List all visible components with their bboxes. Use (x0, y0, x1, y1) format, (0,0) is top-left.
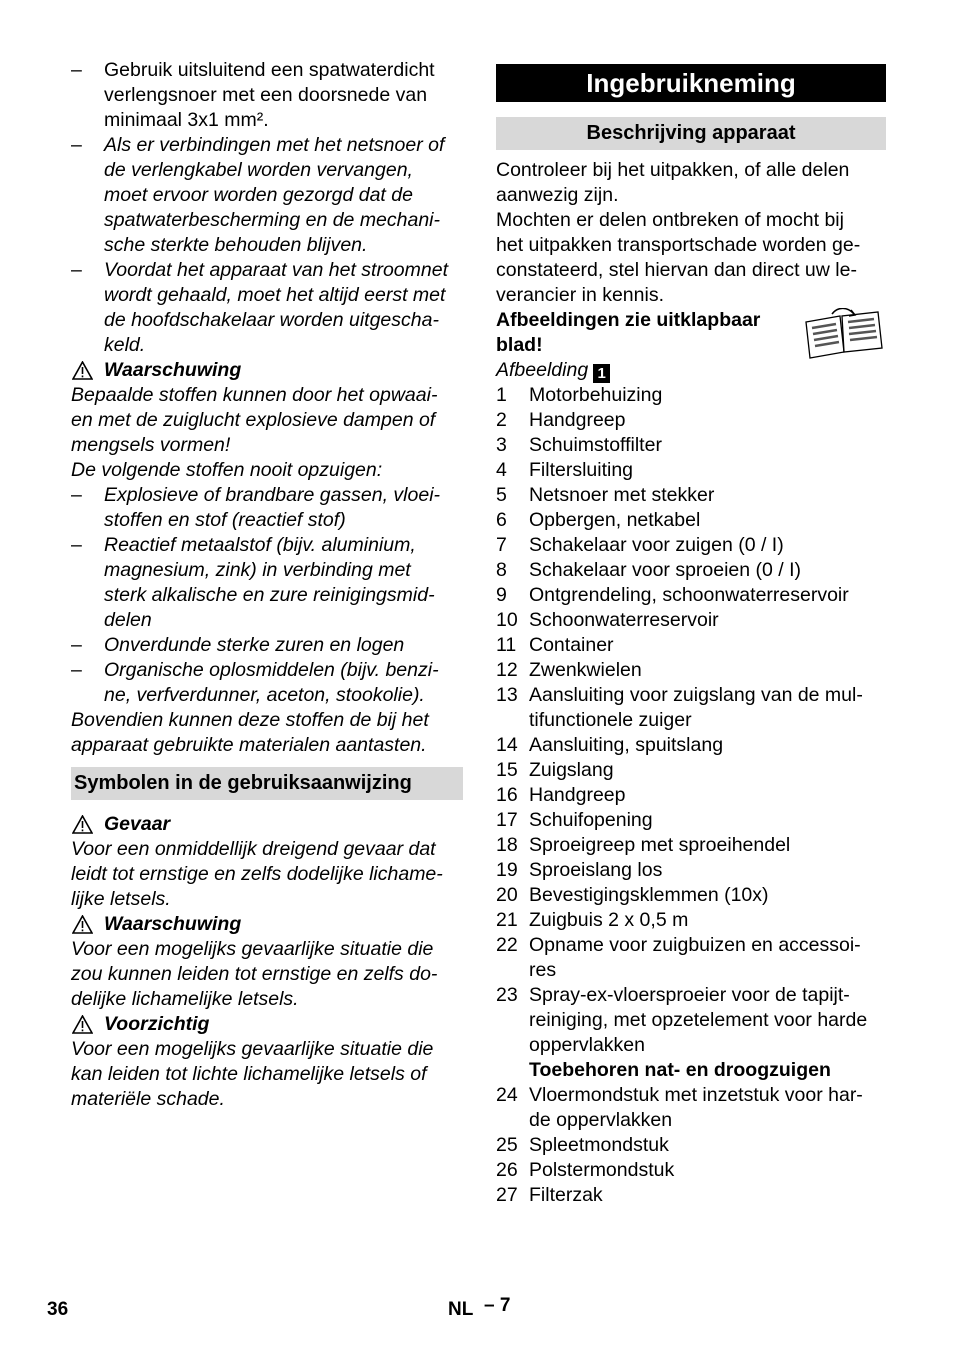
part-item (496, 833, 886, 858)
part-number: 11 (496, 634, 517, 656)
warning-line: De volgende stoffen nooit opzuigen: (71, 459, 383, 481)
list-item-line: stoffen en stof (reactief stof) (104, 509, 346, 531)
part-label-line: Handgreep (529, 409, 626, 431)
part-item (496, 483, 886, 508)
list-item-line: moet ervoor worden gezorgd dat de (104, 184, 413, 206)
warning-triangle-icon (72, 815, 93, 834)
list-item-line: de hoofdschakelaar worden uitgescha- (104, 309, 439, 331)
figures-note-line: Afbeeldingen zie uitklapbaar (496, 309, 761, 331)
language-code: NL (448, 1299, 474, 1320)
closing-line: Bovendien kunnen deze stoffen de bij het (71, 709, 429, 731)
symbol-title: Gevaar (104, 813, 171, 835)
list-item (71, 258, 463, 358)
part-number: 9 (496, 584, 507, 606)
part-label-line: Container (529, 634, 614, 656)
part-item (496, 583, 886, 608)
part-number: 19 (496, 859, 518, 881)
part-label-line: Schakelaar voor sproeien (0 / I) (529, 559, 802, 581)
part-item (496, 1133, 886, 1158)
warning-heading (71, 358, 463, 383)
part-label-line: Sproeigreep met sproeihendel (529, 834, 791, 856)
list-item (71, 483, 463, 533)
symbol-title: Waarschuwing (104, 913, 242, 935)
symbol-line: delijke lichamelijke letsels. (71, 988, 299, 1010)
list-item-line: keld. (104, 334, 146, 356)
list-item-line: magnesium, zink) in verbinding met (104, 559, 411, 581)
part-number: 3 (496, 434, 507, 456)
list-item (71, 533, 463, 633)
part-number: 2 (496, 409, 507, 431)
part-item (496, 783, 886, 808)
closing-line: apparaat gebruikte materialen aantasten. (71, 734, 427, 756)
part-label-line: Schoonwaterreservoir (529, 609, 719, 631)
list-item-line: spatwaterbescherming en de mechani- (104, 209, 441, 231)
part-item (496, 658, 886, 683)
warning-line: Bepaalde stoffen kunnen door het opwaai- (71, 384, 438, 406)
part-number: 15 (496, 759, 518, 781)
part-label-line: Vloermondstuk met inzetstuk voor har- (529, 1084, 863, 1106)
part-item (496, 383, 886, 408)
part-item (496, 933, 886, 983)
section-page-number: – 7 (484, 1295, 511, 1316)
part-item (496, 1183, 886, 1208)
section-title: Beschrijving apparaat (496, 117, 886, 150)
part-label-line: Opname voor zuigbuizen en accessoi- (529, 934, 861, 956)
dash-bullet: – (71, 134, 82, 156)
warning-title: Waarschuwing (104, 359, 242, 381)
part-item (496, 683, 886, 733)
parts-list (496, 383, 886, 1058)
part-number: 17 (496, 809, 518, 831)
part-label-line: Filterzak (529, 1184, 603, 1206)
part-number: 27 (496, 1184, 518, 1206)
intro-line: Mochten er delen ontbreken of mocht bij (496, 209, 844, 231)
part-number: 24 (496, 1084, 518, 1106)
warning-line: en met de zuiglucht explosieve dampen of (71, 409, 436, 431)
page-number: 36 (47, 1299, 69, 1320)
part-label-line: Schuimstoffilter (529, 434, 662, 456)
part-item (496, 533, 886, 558)
symbol-heading (71, 1012, 463, 1037)
symbol-line: materiële schade. (71, 1088, 225, 1110)
warning-triangle-icon (72, 361, 93, 380)
part-number: 26 (496, 1159, 518, 1181)
symbol-description (71, 937, 463, 1012)
part-label-line: Schakelaar voor zuigen (0 / I) (529, 534, 784, 556)
figures-note (496, 308, 886, 358)
part-label-line: oppervlakken (529, 1034, 645, 1056)
list-item-line: Organische oplosmiddelen (bijv. benzi- (104, 659, 439, 681)
part-label-line: Handgreep (529, 784, 626, 806)
part-item (496, 458, 886, 483)
unpack-intro (496, 158, 886, 308)
part-item (496, 508, 886, 533)
part-label-line: Sproeislang los (529, 859, 663, 881)
part-label-line: de oppervlakken (529, 1109, 673, 1131)
list-item-line: delen (104, 609, 152, 631)
closing-text (71, 708, 463, 758)
part-label-line: Spleetmondstuk (529, 1134, 669, 1156)
part-label-line: Bevestigingsklemmen (10x) (529, 884, 769, 906)
list-item-line: sterk alkalische en zure reinigingsmid- (104, 584, 435, 606)
figure-reference (496, 358, 886, 383)
part-number: 16 (496, 784, 518, 806)
list-item (71, 633, 463, 658)
figure-label: Afbeelding (496, 359, 589, 381)
intro-line: Controleer bij het uitpakken, of alle delen (496, 159, 850, 181)
part-label-line: Spray-ex-vloersproeier voor de tapijt- (529, 984, 850, 1006)
part-number: 4 (496, 459, 507, 481)
section-heading-symbols: Symbolen in de gebruiksaanwijzing (71, 767, 463, 800)
left-column (71, 58, 463, 1112)
symbol-description (71, 837, 463, 912)
list-item-line: minimaal 3x1 mm². (104, 109, 269, 131)
part-number: 25 (496, 1134, 518, 1156)
symbol-line: leidt tot ernstige en zelfs dodelijke lichame- (71, 863, 443, 885)
part-item (496, 983, 886, 1058)
warning-triangle-icon (72, 915, 93, 934)
part-label-line: Netsnoer met stekker (529, 484, 715, 506)
part-label-line: Schuifopening (529, 809, 653, 831)
symbol-heading (71, 912, 463, 937)
part-label-line: res (529, 959, 557, 981)
accessories-heading: Toebehoren nat- en droogzuigen (529, 1059, 831, 1081)
intro-line: aanwezig zijn. (496, 184, 619, 206)
part-item (496, 808, 886, 833)
warning-line: mengsels vormen! (71, 434, 231, 456)
intro-line: het uitpakken transportschade worden ge- (496, 234, 861, 256)
list-item-line: sche sterkte behouden blijven. (104, 234, 368, 256)
part-number: 23 (496, 984, 518, 1006)
list-item-line: ne, verfverdunner, aceton, stookolie). (104, 684, 425, 706)
part-number: 10 (496, 609, 518, 631)
part-label-line: Opbergen, netkabel (529, 509, 701, 531)
symbol-line: Voor een mogelijks gevaarlijke situatie die (71, 938, 434, 960)
list-item-line: verlengsnoer met een doorsnede van (104, 84, 428, 106)
part-label-line: Ontgrendeling, schoonwaterreservoir (529, 584, 849, 606)
symbols-list (71, 812, 463, 1112)
part-item (496, 433, 886, 458)
dash-bullet: – (71, 534, 82, 556)
foldout-book-icon (802, 308, 884, 360)
part-label-line: Zuigslang (529, 759, 614, 781)
part-number: 13 (496, 684, 518, 706)
part-item (496, 883, 886, 908)
list-item (71, 133, 463, 258)
intro-line: constateerd, stel hiervan dan direct uw le- (496, 259, 857, 281)
warning-text (71, 383, 463, 483)
symbol-line: kan leiden tot lichte lichamelijke letsels of (71, 1063, 427, 1085)
part-item (496, 908, 886, 933)
part-label-line: Zwenkwielen (529, 659, 642, 681)
part-label-line: Motorbehuizing (529, 384, 663, 406)
list-item (71, 58, 463, 133)
part-number: 14 (496, 734, 518, 756)
symbol-line: lijke letsels. (71, 888, 171, 910)
part-label-line: reiniging, met opzetelement voor harde (529, 1009, 868, 1031)
part-label-line: Aansluiting voor zuigslang van de mul- (529, 684, 863, 706)
part-label-line: tifunctionele zuiger (529, 709, 692, 731)
part-number: 6 (496, 509, 507, 531)
symbol-heading (71, 812, 463, 837)
part-label-line: Polstermondstuk (529, 1159, 675, 1181)
figure-number-badge: 1 (593, 364, 610, 383)
part-item (496, 858, 886, 883)
symbol-line: Voor een mogelijks gevaarlijke situatie die (71, 1038, 434, 1060)
symbol-line: Voor een onmiddellijk dreigend gevaar dat (71, 838, 436, 860)
part-number: 12 (496, 659, 518, 681)
symbol-line: zou kunnen leiden tot ernstige en zelfs do- (71, 963, 438, 985)
dash-bullet: – (71, 59, 82, 81)
part-label-line: Filtersluiting (529, 459, 634, 481)
warning-triangle-icon (72, 1015, 93, 1034)
part-item (496, 633, 886, 658)
part-label-line: Zuigbuis 2 x 0,5 m (529, 909, 689, 931)
list-item (71, 658, 463, 708)
list-item-line: de verlengkabel worden vervangen, (104, 159, 413, 181)
part-number: 5 (496, 484, 507, 506)
part-item (496, 558, 886, 583)
right-column (496, 58, 886, 1208)
figures-note-line: blad! (496, 334, 543, 356)
part-number: 22 (496, 934, 518, 956)
list-item-line: wordt gehaald, moet het altijd eerst met (104, 284, 446, 306)
part-item (496, 608, 886, 633)
substances-list (71, 483, 463, 708)
symbol-title: Voorzichtig (104, 1013, 210, 1035)
part-number: 7 (496, 534, 507, 556)
dash-bullet: – (71, 484, 82, 506)
part-number: 8 (496, 559, 507, 581)
part-item (496, 1158, 886, 1183)
list-item-line: Als er verbindingen met het netsnoer of (104, 134, 445, 156)
list-item-line: Reactief metaalstof (bijv. aluminium, (104, 534, 416, 556)
dash-bullet: – (71, 634, 82, 656)
list-item-line: Voordat het apparaat van het stroomnet (104, 259, 449, 281)
part-item (496, 408, 886, 433)
chapter-title: Ingebruikneming (496, 64, 886, 102)
part-item (496, 1083, 886, 1133)
dash-bullet: – (71, 259, 82, 281)
part-item (496, 758, 886, 783)
part-number: 21 (496, 909, 518, 931)
intro-line: verancier in kennis. (496, 284, 664, 306)
list-item-line: Onverdunde sterke zuren en logen (104, 634, 405, 656)
part-number: 1 (496, 384, 507, 406)
part-number: 18 (496, 834, 518, 856)
list-item-line: Explosieve of brandbare gassen, vloei- (104, 484, 441, 506)
part-number: 20 (496, 884, 518, 906)
dash-bullet: – (71, 659, 82, 681)
symbol-description (71, 1037, 463, 1112)
accessories-list (496, 1083, 886, 1208)
part-item (496, 733, 886, 758)
part-label-line: Aansluiting, spuitslang (529, 734, 724, 756)
intro-list (71, 58, 463, 358)
list-item-line: Gebruik uitsluitend een spatwaterdicht (104, 59, 435, 81)
